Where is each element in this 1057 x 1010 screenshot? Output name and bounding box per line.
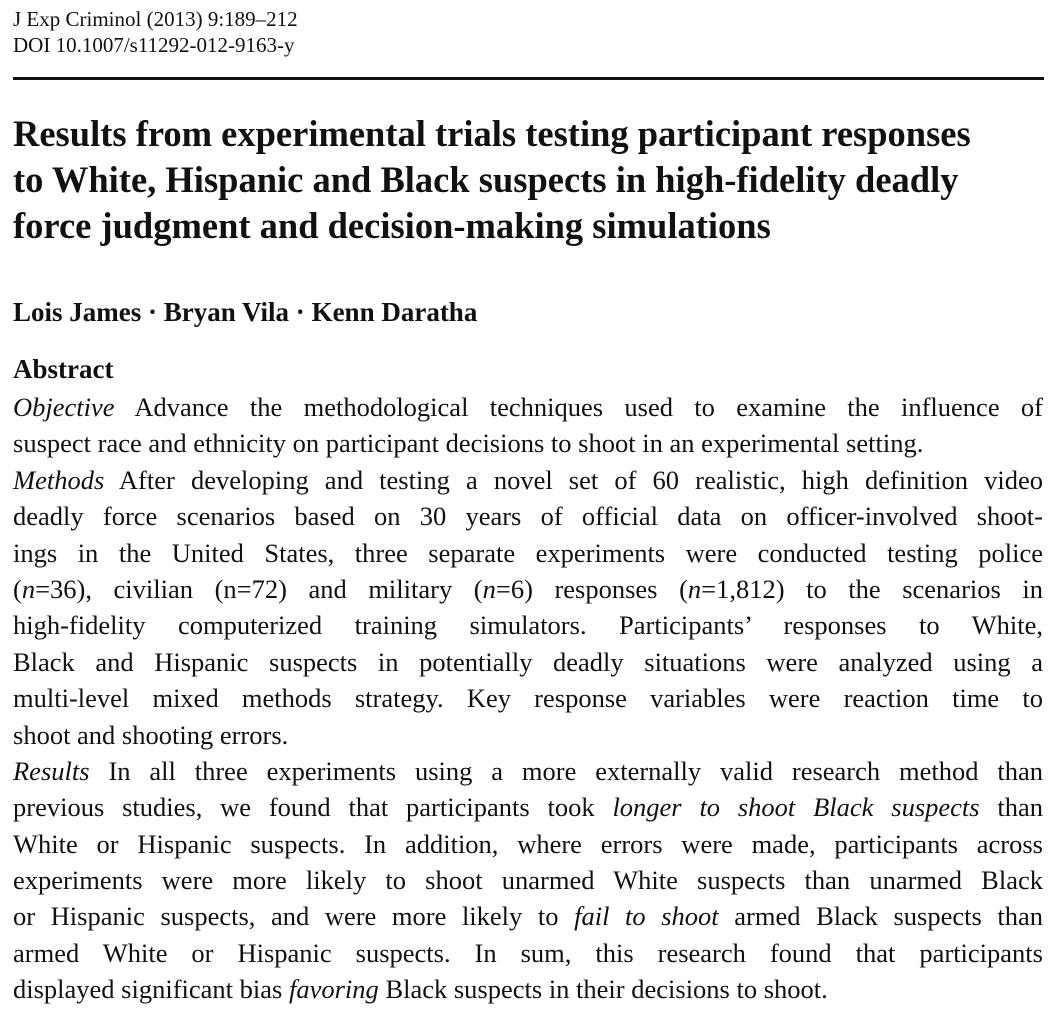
title-line: Results from experimental trials testing participant responses: [13, 113, 971, 154]
objective-label: Objective: [13, 392, 115, 422]
abstract-line: deadly force scenarios based on 30 years of official data on officer-involved shoot-: [13, 501, 1043, 532]
abstract-line: or Hispanic suspects, and were more likely to fail to shoot armed Black suspects than: [13, 901, 1044, 932]
abstract-line: Black and Hispanic suspects in potentially deadly situations were analyzed using a: [13, 646, 1043, 677]
author-name: Kenn Daratha: [311, 297, 478, 327]
journal-header: [13, 6, 298, 58]
abstract-line: shoot and shooting errors.: [13, 719, 289, 750]
abstract-line: high-fidelity computerized training simulators. Participants’ responses to White,: [13, 610, 1043, 641]
author-name: Bryan Vila: [163, 297, 290, 327]
methods-label: Methods: [13, 464, 105, 495]
abstract-body: [13, 389, 1043, 1008]
emphasis: favoring: [289, 974, 379, 1005]
doi-line: DOI 10.1007/s11292-012-9163-y: [13, 33, 295, 57]
author-separator: ·: [148, 297, 158, 327]
abstract-line: previous studies, we found that participants took longer to shoot Black suspects than: [13, 792, 1044, 823]
abstract-line: armed White or Hispanic suspects. In sum, this research found that participants: [13, 937, 1043, 968]
emphasis: fail to shoot: [574, 901, 719, 932]
journal-citation: J Exp Criminol (2013) 9:189–212: [13, 7, 298, 31]
abstract-line: Methods After developing and testing a novel set of 60 realistic, high definition video: [13, 464, 1043, 495]
author-separator: ·: [295, 297, 305, 327]
abstract-line: suspect race and ethnicity on participant decisions to shoot in an experimental setting.: [13, 428, 924, 459]
header-rule: [13, 77, 1044, 80]
abstract-line: Results In all three experiments using a more externally valid research method than: [13, 755, 1043, 786]
abstract-line: Objective Advance the methodological techniques used to examine the influence of: [13, 392, 1043, 422]
abstract-line: multi-level mixed methods strategy. Key response variables were reaction time to: [13, 683, 1043, 714]
abstract-heading: Abstract: [13, 354, 114, 384]
title-line: to White, Hispanic and Black suspects in high-fidelity deadly: [13, 159, 959, 200]
abstract-line: (n=36), civilian (n=72) and military (n=6) responses (n=1,812) to the scenarios in: [13, 573, 1044, 604]
abstract-line: experiments were more likely to shoot unarmed White suspects than unarmed Black: [13, 865, 1043, 896]
emphasis: longer to shoot Black suspects: [612, 792, 980, 823]
paper-title: [13, 111, 1053, 249]
results-label: Results: [13, 755, 90, 786]
author-name: Lois James: [13, 297, 142, 327]
abstract-line: White or Hispanic suspects. In addition, where errors were made, participants across: [13, 828, 1043, 859]
author-list: [13, 296, 477, 328]
title-line: force judgment and decision-making simulations: [13, 205, 771, 246]
abstract-line: displayed significant bias favoring Black suspects in their decisions to shoot.: [13, 974, 828, 1005]
abstract-line: ings in the United States, three separate experiments were conducted testing police: [13, 537, 1043, 568]
